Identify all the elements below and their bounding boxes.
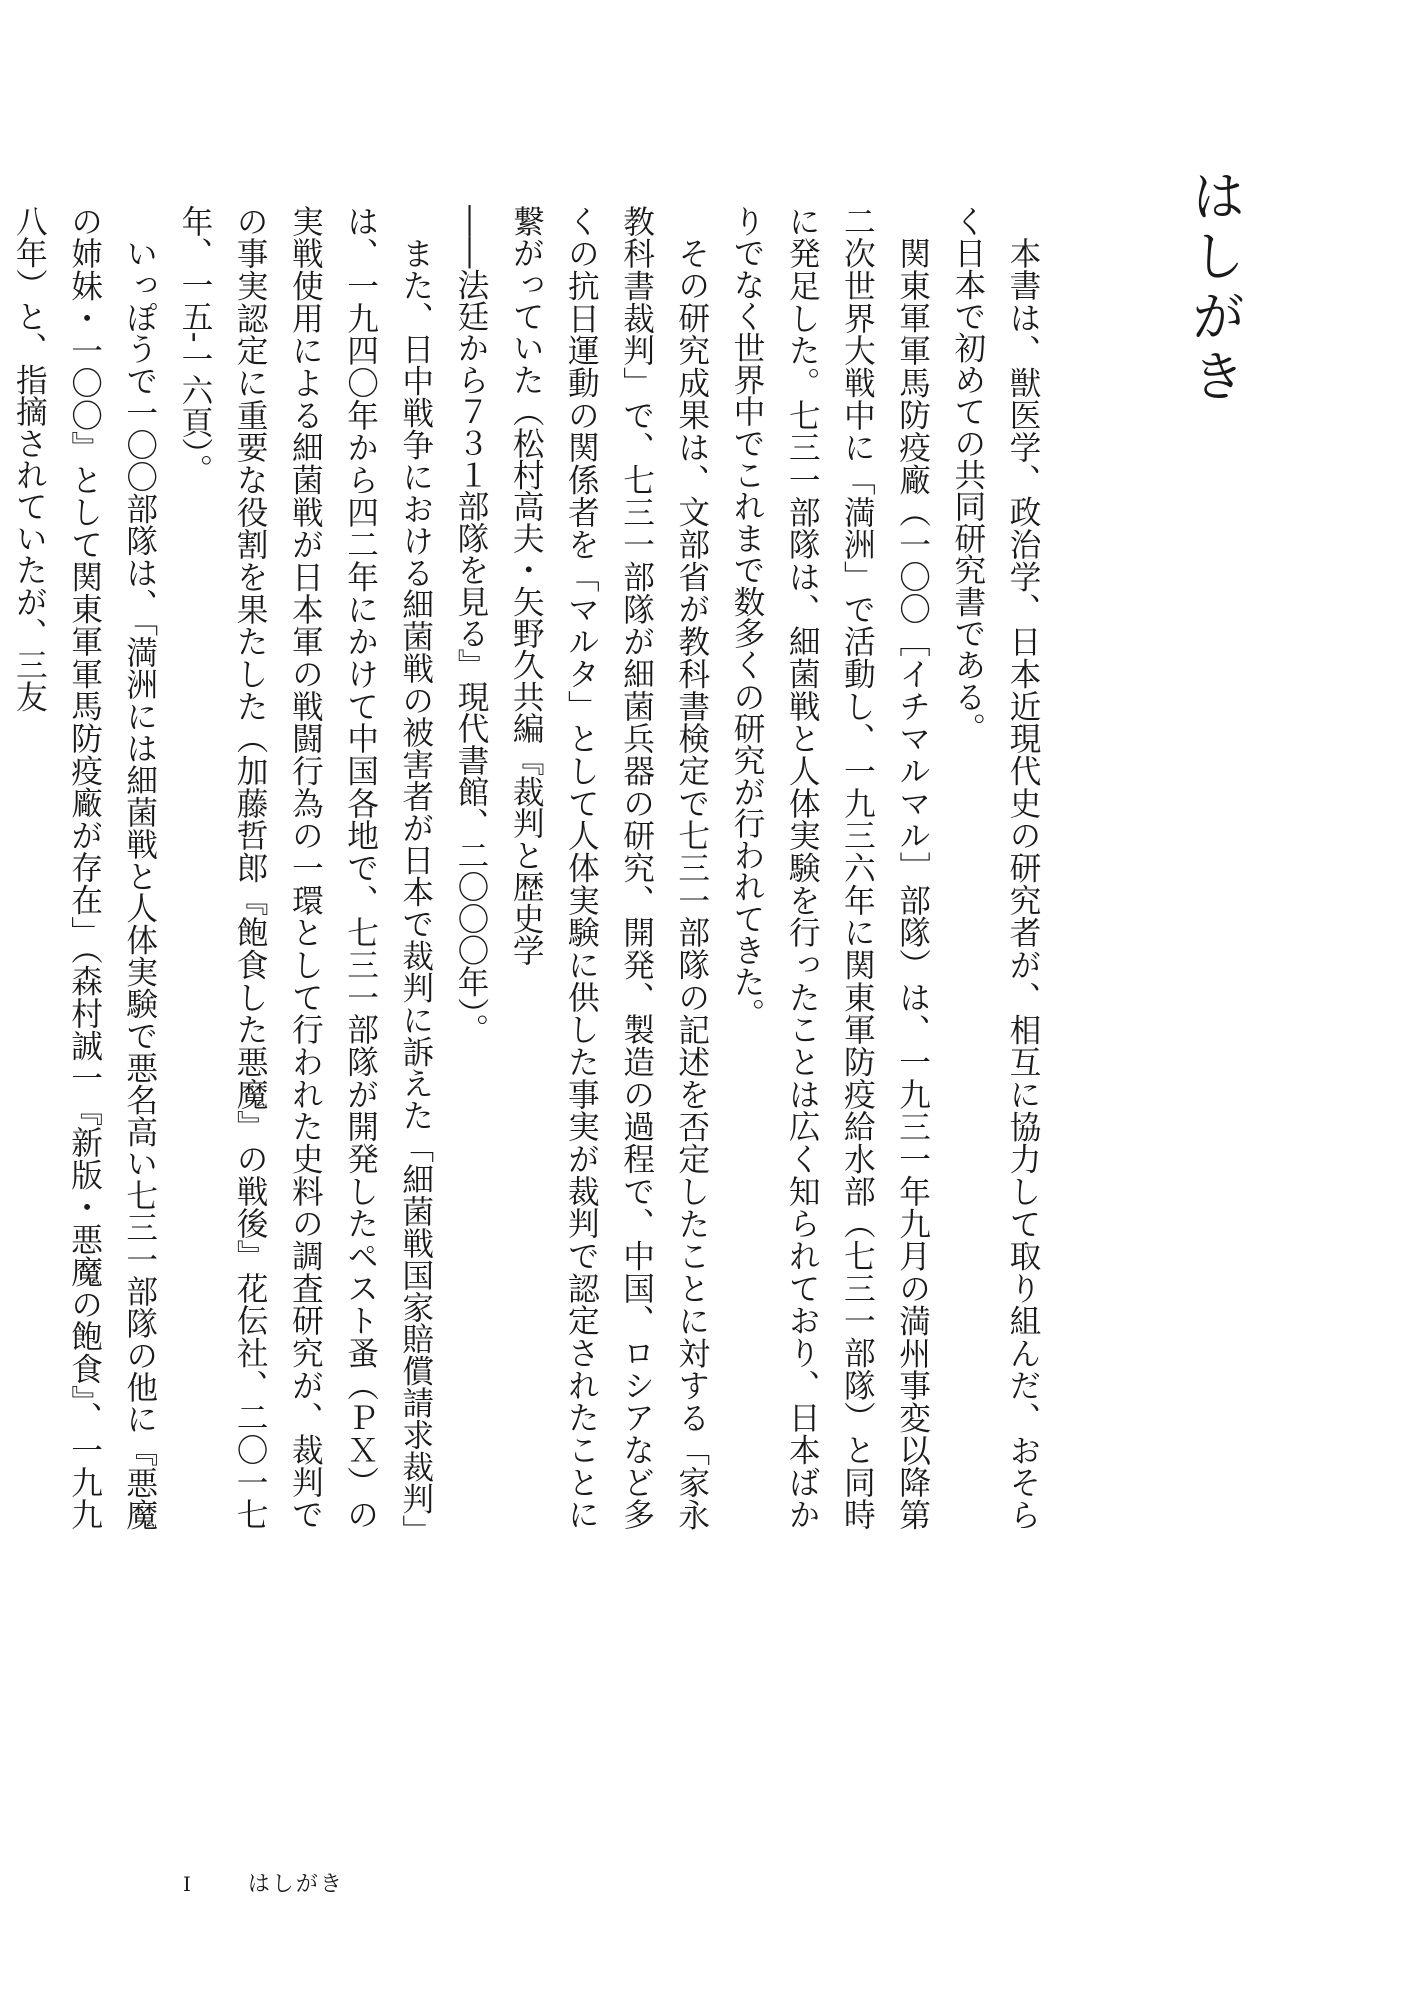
page-title: はしがき	[1183, 168, 1247, 408]
body-text	[11, 205, 1050, 1530]
running-head: はしがき	[247, 1872, 344, 1897]
paragraph: その研究成果は、文部省が教科書検定で七三一部隊の記述を否定したことに対する「家永教科書裁判」で、七三一部隊が細菌兵器の研究、開発、製造の過程で、中国、ロシアなど多くの抗日運動の関係者を「マルタ」として人体実験に供した事実が裁判で認定されたことに繋がっていた（松村高夫・矢野久共編『裁判と歴史学	[508, 205, 710, 1530]
page-number: I	[183, 1872, 191, 1896]
paragraph: また、日中戦争における細菌戦の被害者が日本で裁判に訴えた「細菌戦国家賠償請求裁判」は、一九四〇年から四二年にかけて中国各地で、七三一部隊が開発したペスト蚤（ＰＸ）の実戦使用による細菌戦が日本軍の戦闘行為の一環として行われた史料の調査研究が、裁判での事実認定に重要な役割を果たした（加藤哲郎『飽食した悪魔』の戦後』花伝社、二〇一七年、一五‐一六頁）。	[176, 205, 434, 1530]
page-footer	[183, 1869, 344, 1899]
paragraph-continuation: ――法廷から７３１部隊を見る』現代書館、二〇〇〇年）。	[452, 205, 489, 1046]
paragraph: いっぽうで一〇〇部隊は、「満洲には細菌戦と人体実験で悪名高い七三一部隊の他に『悪魔の姉妹・一〇〇』として関東軍軍馬防疫廠が存在」（森村誠一『新版・悪魔の飽食』、一九九八年）と、指摘されていたが、三友	[11, 205, 158, 1530]
paragraph: 関東軍軍馬防疫廠（一〇〇［イチマルマル］部隊）は、一九三一年九月の満州事変以降第二次世界大戦中に「満洲」で活動し、一九三六年に関東軍防疫給水部（七三一部隊）と同時に発足した。七三一部隊は、細菌戦と人体実験を行ったことは広く知られており、日本ばかりでなく世界中でこれまで数多くの研究が行われてきた。	[728, 205, 931, 1530]
paragraph: 本書は、獣医学、政治学、日本近現代史の研究者が、相互に協力して取り組んだ、おそらく日本で初めての共同研究書である。	[949, 205, 1041, 1530]
